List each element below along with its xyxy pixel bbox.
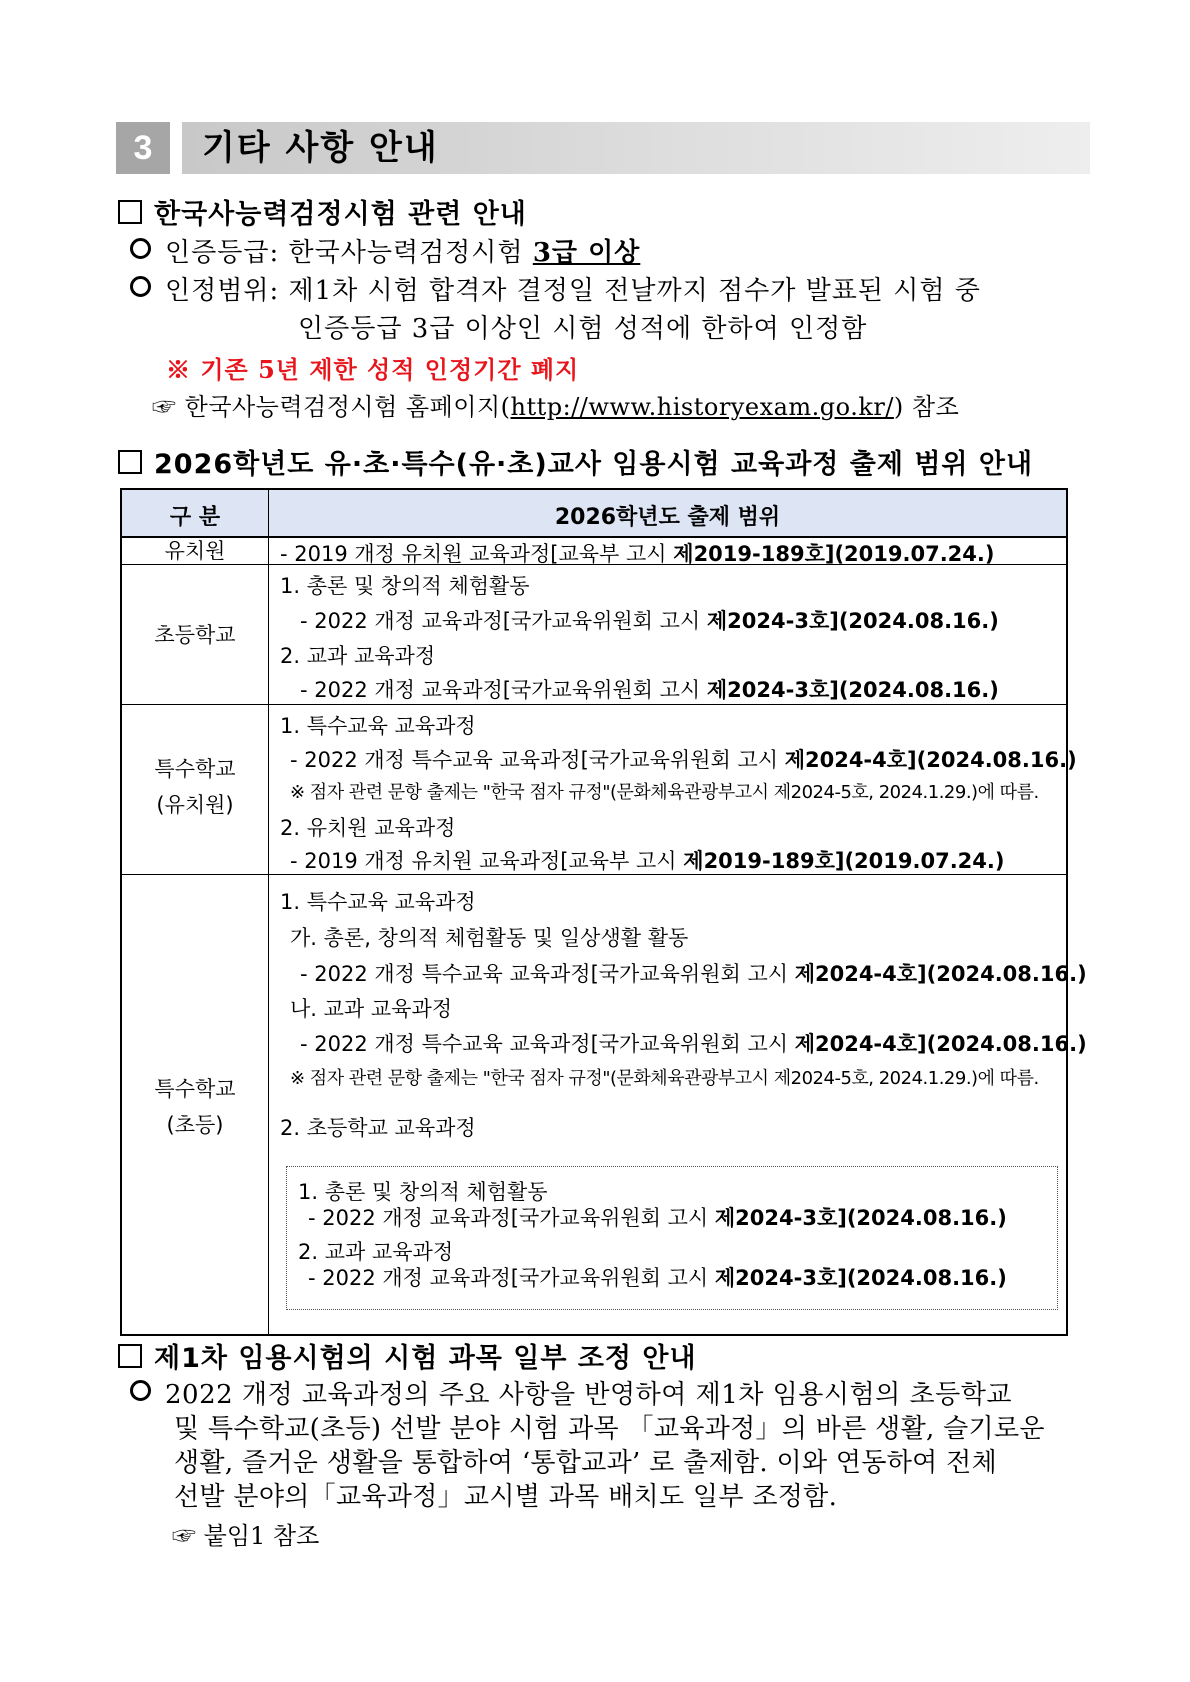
kinder-scope: - 2019 개정 유치원 교육과정[교육부 고시 제2019-189호](2019.07.24.) — [280, 542, 995, 566]
history-reference: ☞ 한국사능력검정시험 홈페이지(http://www.historyexam.go.kr/) 참조 — [152, 393, 960, 421]
square-bullet-icon — [118, 200, 142, 224]
adjust-para-line-1: 2022 개정 교육과정의 주요 사항을 반영하여 제1차 임용시험의 초등학교 — [130, 1374, 1012, 1411]
row-label-special-elem-sub: (초등) — [166, 1113, 224, 1137]
adjust-para-line-4: 선발 분야의「교육과정」교시별 과목 배치도 일부 조정함. — [174, 1482, 838, 1512]
row-label-special-elem: 특수학교 — [154, 1077, 236, 1101]
spk-line-2: - 2022 개정 특수교육 교육과정[국가교육위원회 고시 제2024-4호](2024.08.16.) — [290, 748, 1077, 772]
circle-bullet-icon — [130, 238, 151, 259]
box-line-2: - 2022 개정 교육과정[국가교육위원회 고시 제2024-3호](2024.08.16.) — [308, 1206, 1007, 1230]
elem-line-1: 1. 총론 및 창의적 체험활동 — [280, 574, 530, 598]
square-bullet-icon — [118, 450, 142, 474]
history-notice: ※ 기존 5년 제한 성적 인정기간 폐지 — [166, 355, 580, 384]
spk-line-1: 1. 특수교육 교육과정 — [280, 714, 476, 738]
spe-line-6: ※ 점자 관련 문항 출제는 "한국 점자 규정"(문화체육관광부고시 제2024-5호, 2024.1.29.)에 따름. — [290, 1068, 1039, 1089]
elem-line-4: - 2022 개정 교육과정[국가교육위원회 고시 제2024-3호](2024.08.16.) — [300, 678, 999, 702]
spk-line-5: - 2019 개정 유치원 교육과정[교육부 고시 제2019-189호](2019.07.24.) — [290, 849, 1005, 873]
adjust-para-line-2: 및 특수학교(초등) 선발 분야 시험 과목 「교육과정」의 바른 생활, 슬기로운 — [174, 1414, 1045, 1444]
history-grade: 인증등급: 한국사능력검정시험 3급 이상 — [130, 232, 640, 269]
header-scope: 2026학년도 출제 범위 — [554, 505, 781, 530]
elem-line-2: - 2022 개정 교육과정[국가교육위원회 고시 제2024-3호](2024.08.16.) — [300, 609, 999, 633]
table-divider — [268, 490, 269, 1334]
circle-bullet-icon — [130, 276, 151, 297]
scope-heading: 2026학년도 유·초·특수(유·초)교사 임용시험 교육과정 출제 범위 안내 — [118, 442, 1033, 481]
header-category: 구 분 — [169, 505, 221, 530]
history-link[interactable]: http://www.historyexam.go.kr/ — [510, 393, 894, 421]
adjust-heading: 제1차 임용시험의 시험 과목 일부 조정 안내 — [118, 1336, 697, 1375]
history-range-cont: 인증등급 3급 이상인 시험 성적에 한하여 인정함 — [298, 314, 868, 344]
spe-line-7: 2. 초등학교 교육과정 — [280, 1116, 476, 1140]
spe-line-1: 1. 특수교육 교육과정 — [280, 890, 476, 914]
row-label-special-kinder-sub: (유치원) — [156, 793, 234, 817]
history-heading: 한국사능력검정시험 관련 안내 — [118, 192, 527, 231]
spe-line-5: - 2022 개정 특수교육 교육과정[국가교육위원회 고시 제2024-4호](2024.08.16.) — [300, 1032, 1087, 1056]
section-title: 기타 사항 안내 — [202, 128, 439, 168]
history-range: 인정범위: 제1차 시험 합격자 결정일 전날까지 점수가 발표된 시험 중 — [130, 270, 981, 307]
spe-line-2: 가. 총론, 창의적 체험활동 및 일상생활 활동 — [290, 926, 689, 950]
spe-line-3: - 2022 개정 특수교육 교육과정[국가교육위원회 고시 제2024-4호](2024.08.16.) — [300, 962, 1087, 986]
row-label-special-kinder: 특수학교 — [154, 757, 236, 781]
square-bullet-icon — [118, 1344, 142, 1368]
row-label-elementary: 초등학교 — [154, 623, 236, 647]
adjust-para-line-3: 생활, 즐거운 생활을 통합하여 ‘통합교과’ 로 출제함. 이와 연동하여 전체 — [174, 1448, 997, 1478]
box-line-4: - 2022 개정 교육과정[국가교육위원회 고시 제2024-3호](2024.08.16.) — [308, 1266, 1007, 1290]
adjust-reference: ☞ 붙임1 참조 — [172, 1522, 320, 1550]
row-divider — [122, 704, 1066, 705]
spk-line-4: 2. 유치원 교육과정 — [280, 816, 456, 840]
spe-line-4: 나. 교과 교육과정 — [290, 997, 453, 1021]
section-number: 3 — [116, 122, 170, 174]
spk-line-3: ※ 점자 관련 문항 출제는 "한국 점자 규정"(문화체육관광부고시 제2024-5호, 2024.1.29.)에 따름. — [290, 782, 1039, 803]
row-label-kindergarten: 유치원 — [164, 539, 226, 563]
circle-bullet-icon — [130, 1380, 151, 1401]
box-line-3: 2. 교과 교육과정 — [298, 1240, 454, 1264]
box-line-1: 1. 총론 및 창의적 체험활동 — [298, 1180, 548, 1204]
elem-line-3: 2. 교과 교육과정 — [280, 644, 436, 668]
scope-table — [120, 488, 1087, 1336]
